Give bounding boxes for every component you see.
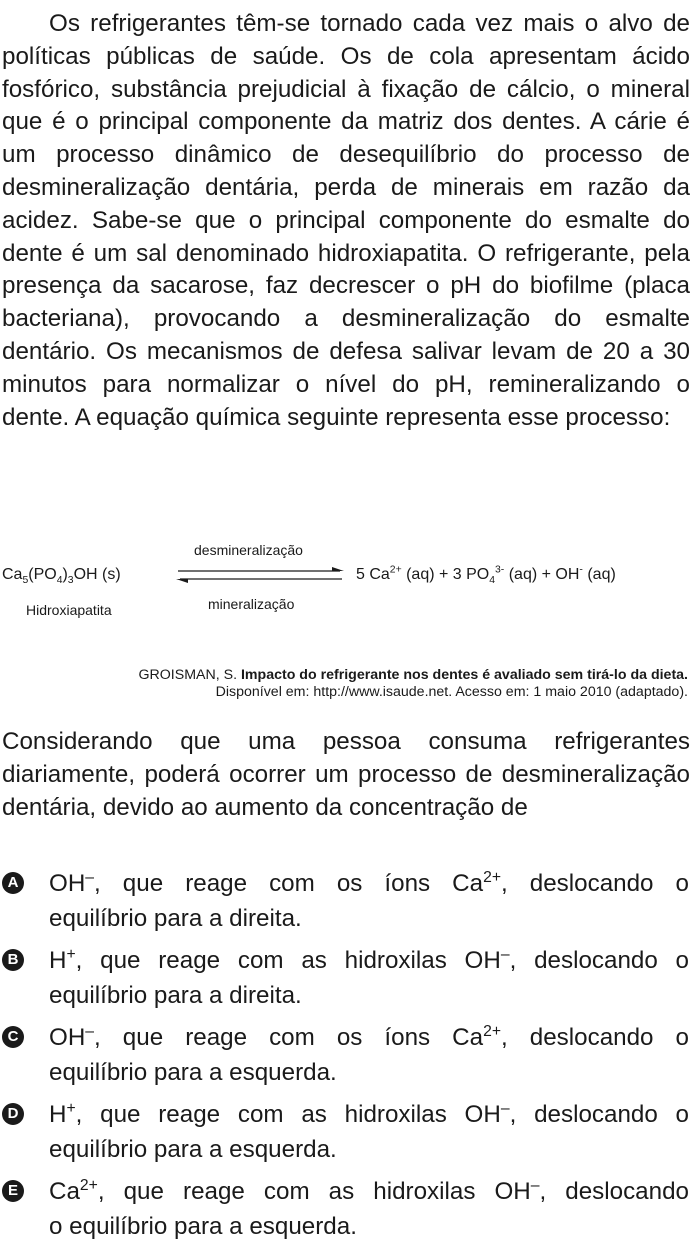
option-e[interactable]: E $Ca^{2+}$, que reage com as hidroxilas OH–, deslocando o equilíbrio para a esquerda. bbox=[0, 1176, 700, 1253]
option-text-line2: equilíbrio para a direita. bbox=[49, 905, 302, 932]
equation-reverse-label: mineralização bbox=[208, 596, 295, 612]
option-a[interactable]: A OH–, que reage com os íons $Ca^{2+}$, deslocando o equilíbrio para a direita. bbox=[0, 868, 700, 945]
option-text-line2: equilíbrio para a esquerda. bbox=[49, 1059, 337, 1086]
option-text-line2: equilíbrio para a esquerda. bbox=[49, 1136, 337, 1163]
option-text-line2: equilíbrio para a direita. bbox=[49, 982, 302, 1009]
option-c[interactable]: C OH–, que reage com os íons $Ca^{2+}$, deslocando o equilíbrio para a esquerda. bbox=[0, 1022, 700, 1099]
source-citation bbox=[0, 667, 688, 701]
source-availability: Disponível em: http://www.isaude.net. Acesso em: 1 maio 2010 (adaptado). bbox=[215, 684, 688, 700]
question-stem: Considerando que uma pessoa consuma refrigerantes diariamente, poderá ocorrer um processo de desmineralização dentária, devido ao aumento da concentração de bbox=[2, 728, 690, 821]
equation-products: 5 $Ca^{2+}$ (aq) + 3 $PO_4^{3-}$ (aq) + OH- (aq) bbox=[356, 564, 616, 587]
option-text-line2: o equilíbrio para a esquerda. bbox=[49, 1213, 357, 1240]
option-letter-badge: B bbox=[2, 949, 24, 971]
equation-reactant-name: Hidroxiapatita bbox=[26, 602, 112, 618]
chemical-equation bbox=[0, 540, 700, 630]
equation-forward-label: desmineralização bbox=[194, 542, 303, 558]
equilibrium-arrows-icon bbox=[174, 564, 346, 586]
option-letter-badge: E bbox=[2, 1180, 24, 1202]
source-author: GROISMAN, S. bbox=[138, 667, 238, 683]
option-b[interactable]: B H+, que reage com as hidroxilas OH–, deslocando o equilíbrio para a direita. bbox=[0, 945, 700, 1022]
passage-text: Os refrigerantes têm-se tornado cada vez mais o alvo de políticas públicas de saúde. Os de cola apresentam ácido fosfórico, substância prejudicial à fixação de cálcio, o mineral que é o principal componente da matriz dos dentes. A cárie é um processo dinâmico de desequilíbrio do processo de desmineralização dentária, perda de minerais em razão da acidez. Sabe-se que o principal componente do esmalte do dente é um sal denominado hidroxiapatita. O refrigerante, pela presença da sacarose, faz decrescer o pH do biofilme (placa bacteriana), provocando a desmineralização do esmalte dentário. Os mecanismos de defesa salivar levam de 20 a 30 minutos para normalizar o nível do pH, remineralizando o dente. A equação química seguinte representa esse processo: bbox=[2, 10, 690, 431]
option-d[interactable]: D H+, que reage com as hidroxilas OH–, deslocando o equilíbrio para a esquerda. bbox=[0, 1099, 700, 1176]
answer-options bbox=[0, 868, 700, 1253]
option-letter-badge: A bbox=[2, 872, 24, 894]
source-title: Impacto do refrigerante nos dentes é avaliado sem tirá-lo da dieta. bbox=[240, 667, 688, 683]
option-letter-badge: C bbox=[2, 1026, 24, 1048]
option-letter-badge: D bbox=[2, 1103, 24, 1125]
equation-reactant: $Ca_5(PO_4)_3OH$ (s) bbox=[2, 566, 121, 587]
